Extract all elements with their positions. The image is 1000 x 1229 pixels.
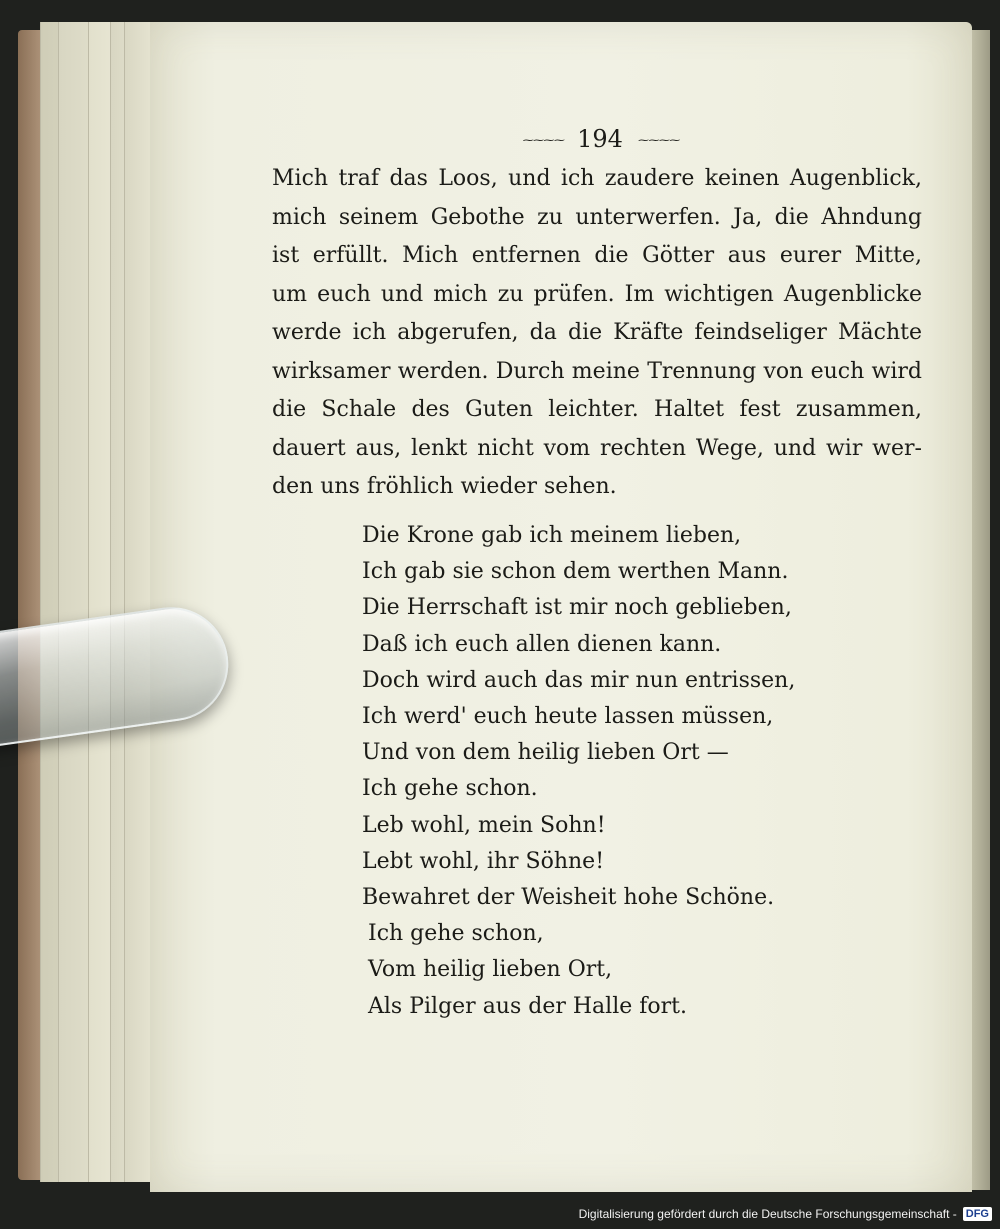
page-number: 194 bbox=[577, 125, 623, 153]
prose-line: ist erfüllt. Mich entfernen die Götter aus eurer Mitte, bbox=[272, 243, 922, 268]
prose-line: dauert aus, lenkt nicht vom rechten Wege, und wir wer- bbox=[272, 435, 922, 461]
prose-line: die Schale des Guten leichter. Haltet fest zusammen, bbox=[272, 397, 922, 422]
dfg-logo: DFG bbox=[963, 1207, 992, 1221]
verse-line: Und von dem heilig lieben Ort — bbox=[362, 740, 729, 766]
prose-line: den uns fröhlich wieder sehen. bbox=[272, 474, 617, 499]
ornament-left: ~~~~ bbox=[521, 132, 564, 146]
verse-line: Die Krone gab ich meinem lieben, bbox=[362, 523, 742, 548]
verse-stanza bbox=[362, 518, 882, 1025]
prose-line: wirksamer werden. Durch meine Trennung von euch wird bbox=[272, 358, 922, 384]
verse-line: Ich werd' euch heute lassen müssen, bbox=[362, 704, 774, 730]
prose-line: mich seinem Gebothe zu unterwerfen. Ja, die Ahndung bbox=[272, 204, 922, 230]
verse-line: Ich gehe schon, bbox=[368, 921, 544, 947]
verse-line: Als Pilger aus der Halle fort. bbox=[368, 993, 687, 1019]
verse-line: Ich gab sie schon dem werthen Mann. bbox=[362, 559, 789, 585]
ornament-right: ~~~~ bbox=[636, 132, 679, 146]
credit-text: Digitalisierung gefördert durch die Deutsche Forschungsgemeinschaft - bbox=[578, 1207, 957, 1221]
prose-line: werde ich abgerufen, da die Kräfte feindseliger Mächte bbox=[272, 320, 922, 345]
verse-line: Doch wird auch das mir nun entrissen, bbox=[362, 667, 796, 693]
verse-line: Ich gehe schon. bbox=[362, 776, 538, 802]
verse-line: Die Herrschaft ist mir noch geblieben, bbox=[362, 595, 792, 621]
verse-line: Vom heilig lieben Ort, bbox=[368, 957, 613, 983]
verse-line: Lebt wohl, ihr Söhne! bbox=[362, 848, 605, 874]
verse-line: Leb wohl, mein Sohn! bbox=[362, 812, 606, 838]
digitization-credit bbox=[579, 1205, 992, 1223]
page-header bbox=[480, 124, 720, 154]
prose-paragraph bbox=[272, 160, 922, 507]
verse-line: Daß ich euch allen dienen kann. bbox=[362, 631, 722, 657]
verse-line: Bewahret der Weisheit hohe Schöne. bbox=[362, 885, 775, 911]
prose-line: Mich traf das Loos, und ich zaudere keinen Augenblick, bbox=[272, 166, 922, 191]
prose-line: um euch und mich zu prüfen. Im wichtigen Augenblicke bbox=[272, 281, 922, 307]
